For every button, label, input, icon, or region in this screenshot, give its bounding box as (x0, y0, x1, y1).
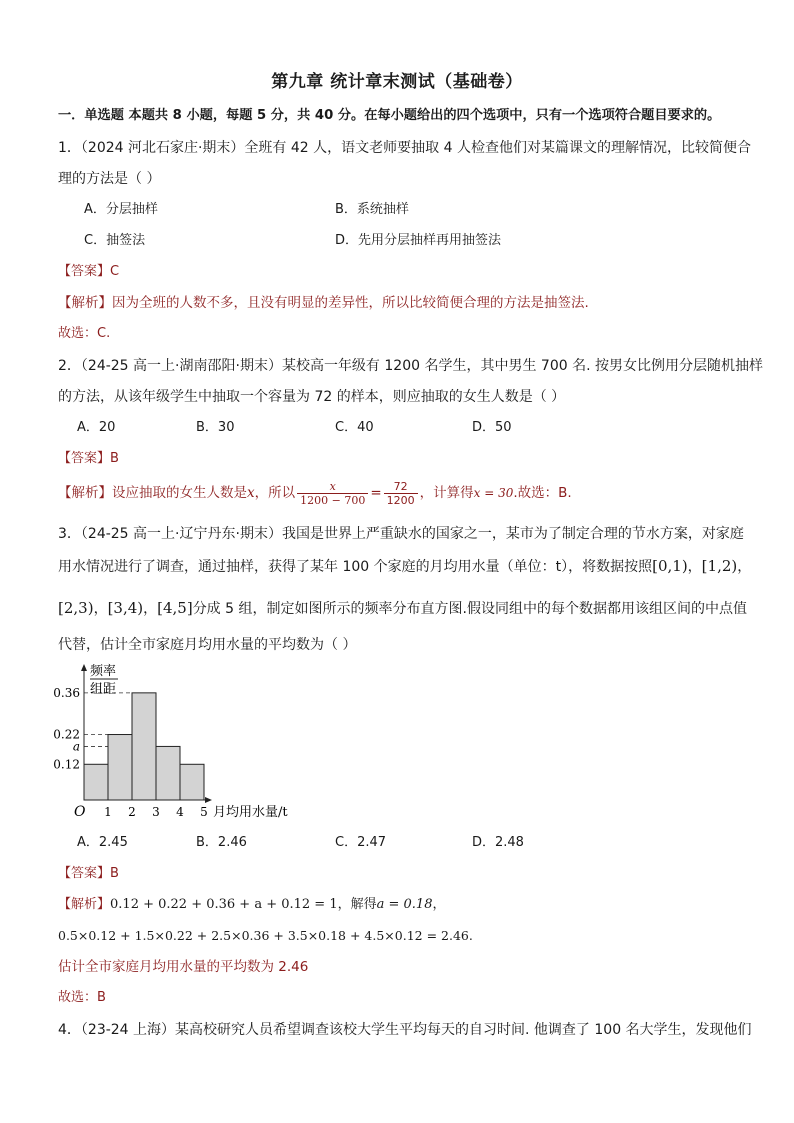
q2-analysis-end: .故选：B. (513, 485, 572, 501)
question-3-line-4: 代替，估计全市家庭月均用水量的平均数为（ ） (58, 637, 357, 653)
q3-analysis-end: ， (432, 897, 446, 912)
q2-result-eq: x = 30 (473, 486, 514, 500)
q1-option-b: B．系统抽样 (335, 202, 409, 217)
question-3-line-1: 3．（24-25 高一上·辽宁丹东·期末）我国是世界上严重缺水的国家之一，某市为了制定合理的节水方案，对家庭 (58, 526, 744, 542)
q1-answer: 【答案】C (58, 264, 120, 279)
y-tick-label-1: 0.36 (53, 685, 80, 700)
q3-line2-text: 用水情况进行了调查，通过抽样，获得了某年 100 个家庭的月均用水量（单位：t），将数据按照 (58, 559, 653, 575)
q3-comma-2: ， (93, 601, 108, 617)
question-1-line-1: 1．（2024 河北石家庄·期末）全班有 42 人，语文老师要抽取 4 人检查他们对某篇课文的理解情况，比较简便合 (58, 140, 751, 156)
q3-interval-4: [3,4) (107, 599, 144, 617)
question-4-line-1: 4．（23-24 上海）某高校研究人员希望调查该校大学生平均每天的自习时间. 他调查了 100 名大学生，发现他们 (58, 1022, 752, 1038)
chart-origin-label: O (74, 804, 86, 820)
q3-option-a: A．2.45 (77, 835, 128, 850)
q2-option-b: B．30 (196, 420, 235, 435)
q2-analysis-post: ，计算得 (419, 485, 474, 501)
q3-comma-3: ， (143, 601, 158, 617)
question-3-line-3 (58, 599, 747, 618)
question-1-line-2: 理的方法是（ ） (58, 171, 161, 187)
q3-option-b: B．2.46 (196, 835, 247, 850)
x-tick-label-1: 1 (104, 805, 112, 819)
q3-option-c: C．2.47 (335, 835, 387, 850)
y-tick-label-4: 0.12 (53, 757, 80, 772)
chart-xlabel: 月均用水量/t (213, 805, 288, 820)
q3-analysis-label: 【解析】 (58, 897, 111, 912)
x-tick-label-2: 2 (128, 805, 136, 819)
q2-frac2-den: 1200 (386, 493, 415, 507)
q2-analysis-pre: 设应抽取的女生人数是 (112, 485, 247, 501)
histogram-bar-4 (156, 746, 180, 800)
q3-analysis-line-2 (58, 927, 473, 945)
q3-sep: ， (687, 559, 702, 575)
q3-analysis-line2-end: . (468, 928, 473, 943)
q1-choice: 故选：C. (58, 326, 111, 341)
q1-analysis (58, 294, 589, 312)
q3-interval-1: [0,1) (652, 557, 688, 575)
q3-interval-5: [4,5] (157, 599, 193, 617)
q3-line3-text: 分成 5 组，制定如图所示的频率分布直方图.假设同组中的每个数据都用该组区间的中点值 (192, 601, 747, 617)
q2-option-a: A．20 (77, 420, 116, 435)
q3-interval-3: [2,3) (58, 599, 94, 617)
x-tick-label-5: 5 (200, 805, 208, 819)
histogram-bar-3 (132, 693, 156, 800)
q2-analysis (58, 478, 572, 508)
q2-frac2-num: 72 (384, 480, 418, 494)
q3-analysis-eq2: a = 0.18 (376, 897, 433, 912)
q3-analysis-eq3: 0.5×0.12 + 1.5×0.22 + 2.5×0.36 + 3.5×0.18 + 4.5×0.12 = 2.46 (58, 928, 469, 943)
q2-answer: 【答案】B (58, 451, 119, 466)
q2-frac1-num: x (297, 480, 368, 494)
page-title: 第九章 统计章末测试（基础卷） (271, 72, 523, 92)
q3-choice: 故选：B (58, 990, 106, 1005)
chart-ylabel-bottom: 组距 (90, 682, 117, 697)
q2-option-d: D．50 (472, 420, 512, 435)
frequency-histogram (50, 662, 350, 822)
q3-answer: 【答案】B (58, 866, 119, 881)
q2-option-c: C．40 (335, 420, 374, 435)
histogram-bar-2 (108, 735, 132, 800)
q2-fraction-1 (297, 480, 368, 507)
histogram-bar-1 (84, 764, 108, 800)
question-3-line-2 (58, 557, 751, 576)
q2-analysis-mid: ，所以 (254, 485, 296, 501)
section-heading: 一．单选题 本题共 8 小题，每题 5 分，共 40 分。在每小题给出的四个选项中，只有一个选项符合题目要求的。 (58, 108, 721, 123)
q2-equals: = (370, 485, 382, 501)
y-axis-arrow (81, 664, 87, 671)
q3-interval-2: [1,2) (701, 557, 738, 575)
q3-comma-1: ， (737, 559, 752, 575)
chart-ylabel-top: 频率 (90, 664, 117, 679)
question-2-line-1: 2．（24-25 高一上·湖南邵阳·期末）某校高一年级有 1200 名学生，其中男生 700 名. 按男女比例用分层随机抽样 (58, 358, 763, 374)
q1-option-a: A．分层抽样 (84, 202, 158, 217)
question-2-line-2: 的方法，从该年级学生中抽取一个容量为 72 的样本，则应抽取的女生人数是（ ） (58, 389, 566, 405)
q3-analysis-mid: ，解得 (337, 897, 377, 912)
q1-analysis-text: 因为全班的人数不多，且没有明显的差异性，所以比较简便合理的方法是抽签法. (112, 295, 589, 311)
q2-analysis-label: 【解析】 (58, 485, 112, 501)
q2-var-x: x (247, 485, 255, 501)
q1-option-d: D．先用分层抽样再用抽签法 (335, 233, 502, 248)
y-tick-label-3: a (72, 739, 80, 754)
x-tick-label-4: 4 (176, 805, 184, 819)
q1-option-c: C．抽签法 (84, 233, 146, 248)
q3-analysis-eq1: 0.12 + 0.22 + 0.36 + a + 0.12 = 1 (110, 897, 338, 912)
q3-estimate: 估计全市家庭月均用水量的平均数为 2.46 (58, 959, 309, 975)
histogram-bar-5 (180, 764, 204, 800)
q1-analysis-label: 【解析】 (58, 295, 112, 311)
q2-fraction-2 (384, 480, 418, 507)
q3-analysis (58, 896, 446, 914)
q2-frac1-den: 1200 − 700 (300, 493, 366, 507)
x-tick-label-3: 3 (152, 805, 160, 819)
q3-option-d: D．2.48 (472, 835, 524, 850)
x-axis-arrow (205, 797, 212, 803)
y-tick-label-2: 0.22 (53, 727, 80, 742)
